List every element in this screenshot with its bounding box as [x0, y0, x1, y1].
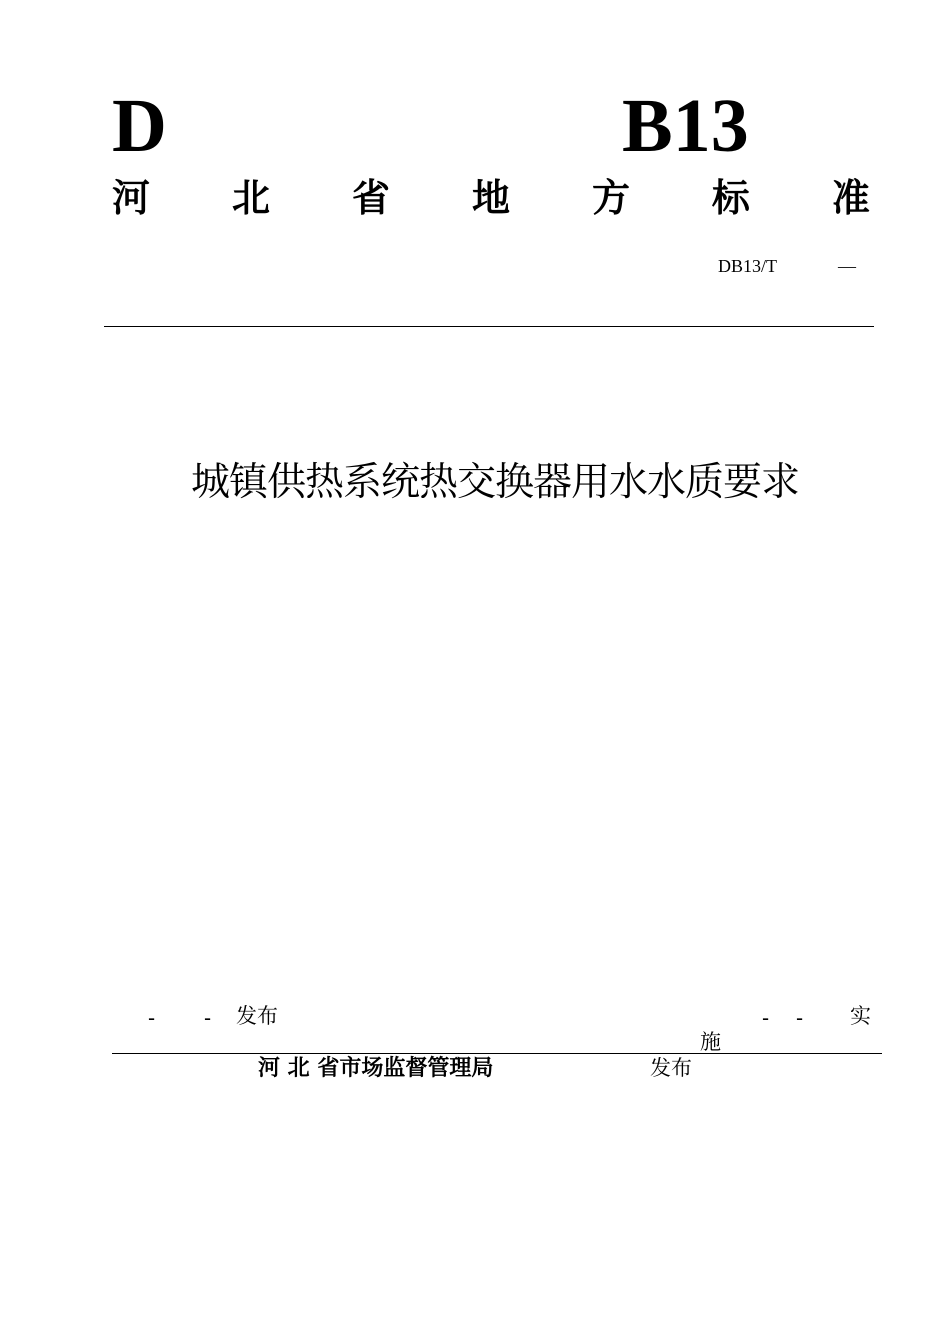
footer-divider [112, 1053, 882, 1054]
implement-date-dash: - [762, 1006, 770, 1030]
standard-type-char: 地 [471, 176, 510, 220]
standard-type-char: 北 [231, 176, 270, 220]
standard-type-char: 河 [112, 176, 151, 220]
header-divider [104, 326, 874, 327]
implement-date-dash: - [796, 1006, 804, 1030]
implement-label-char: 施 [700, 1030, 721, 1054]
document-title: 城镇供热系统热交换器用水水质要求 [190, 460, 799, 505]
standard-number-dash: — [838, 256, 856, 276]
publish-date-dash: - [204, 1006, 212, 1030]
standard-number: DB13/T [718, 256, 778, 276]
standard-code-suffix: B13 [622, 84, 749, 168]
issuing-verb: 发布 [650, 1056, 692, 1080]
standard-type-char: 省 [351, 176, 390, 220]
publish-date-dash: - [148, 1006, 156, 1030]
publish-label: 发布 [236, 1004, 278, 1028]
standard-code-prefix: D [112, 84, 167, 168]
implement-label-char: 实 [850, 1004, 871, 1028]
standard-type-heading [112, 178, 870, 220]
standard-type-char: 标 [711, 176, 750, 220]
standard-type-char: 方 [591, 176, 630, 220]
issuing-authority: 河 北 省市场监督管理局 [258, 1056, 494, 1081]
standard-type-char: 准 [831, 176, 870, 220]
